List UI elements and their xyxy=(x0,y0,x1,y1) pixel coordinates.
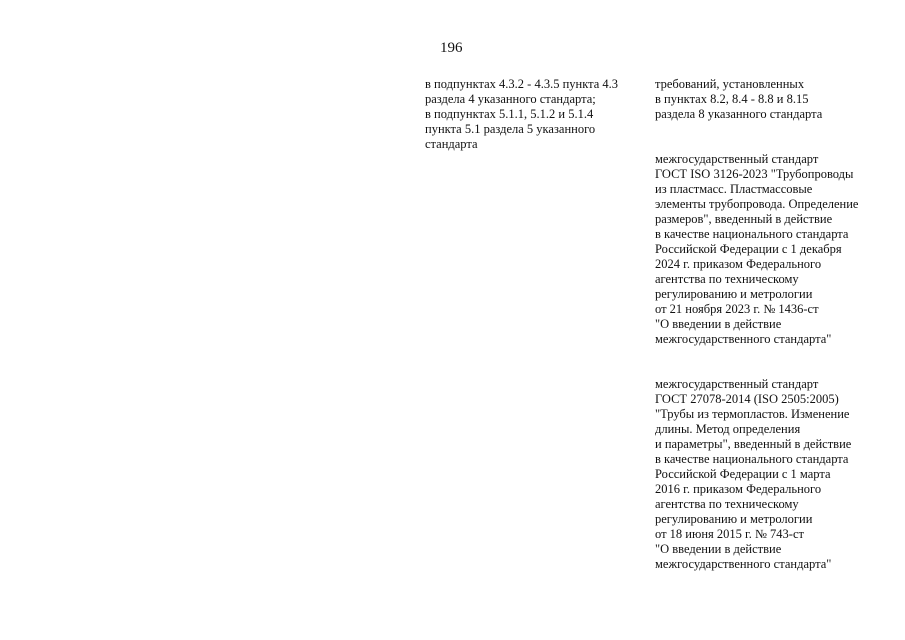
right-column xyxy=(655,77,900,572)
intro-line: требований, установленных xyxy=(655,77,805,91)
standard-1-line: агентства по техническому xyxy=(655,272,799,286)
standard-2-line: межгосударственный стандарт xyxy=(655,377,819,391)
standard-1-line: из пластмасс. Пластмассовые xyxy=(655,182,813,196)
standard-1-line: размеров", введенный в действие xyxy=(655,212,833,226)
left-line: в подпунктах 5.1.1, 5.1.2 и 5.1.4 xyxy=(425,107,594,121)
standard-1-line: межгосударственного стандарта" xyxy=(655,332,832,346)
standard-2-line: от 18 июня 2015 г. № 743-ст xyxy=(655,527,804,541)
standard-2-line: агентства по техническому xyxy=(655,497,799,511)
standard-2-paragraph xyxy=(655,377,900,572)
standard-2-line: "О введении в действие xyxy=(655,542,782,556)
left-line: пункта 5.1 раздела 5 указанного xyxy=(425,122,596,136)
standard-1-line: элементы трубопровода. Определение xyxy=(655,197,859,211)
standard-2-line: в качестве национального стандарта xyxy=(655,452,849,466)
standard-1-line: Российской Федерации с 1 декабря xyxy=(655,242,842,256)
intro-line: в пунктах 8.2, 8.4 - 8.8 и 8.15 xyxy=(655,92,809,106)
standard-1-line: "О введении в действие xyxy=(655,317,782,331)
standard-2-line: регулированию и метрологии xyxy=(655,512,813,526)
intro-paragraph xyxy=(655,77,900,122)
standard-2-line: длины. Метод определения xyxy=(655,422,801,436)
page-number: 196 xyxy=(440,40,463,56)
left-line: стандарта xyxy=(425,137,478,151)
standard-2-line: ГОСТ 27078-2014 (ISO 2505:2005) xyxy=(655,392,839,406)
intro-line: раздела 8 указанного стандарта xyxy=(655,107,823,121)
left-line: в подпунктах 4.3.2 - 4.3.5 пункта 4.3 xyxy=(425,77,619,91)
standard-1-line: регулированию и метрологии xyxy=(655,287,813,301)
left-line: раздела 4 указанного стандарта; xyxy=(425,92,596,106)
standard-2-line: межгосударственного стандарта" xyxy=(655,557,832,571)
standard-1-line: межгосударственный стандарт xyxy=(655,152,819,166)
standard-2-line: "Трубы из термопластов. Изменение xyxy=(655,407,850,421)
standard-2-line: и параметры", введенный в действие xyxy=(655,437,852,451)
standard-1-line: 2024 г. приказом Федерального xyxy=(655,257,822,271)
standard-2-line: 2016 г. приказом Федерального xyxy=(655,482,822,496)
standard-1-line: в качестве национального стандарта xyxy=(655,227,849,241)
left-column xyxy=(425,77,640,152)
standard-1-line: от 21 ноября 2023 г. № 1436-ст xyxy=(655,302,819,316)
standard-1-line: ГОСТ ISO 3126-2023 "Трубопроводы xyxy=(655,167,854,181)
standard-2-line: Российской Федерации с 1 марта xyxy=(655,467,831,481)
standard-1-paragraph xyxy=(655,152,900,347)
